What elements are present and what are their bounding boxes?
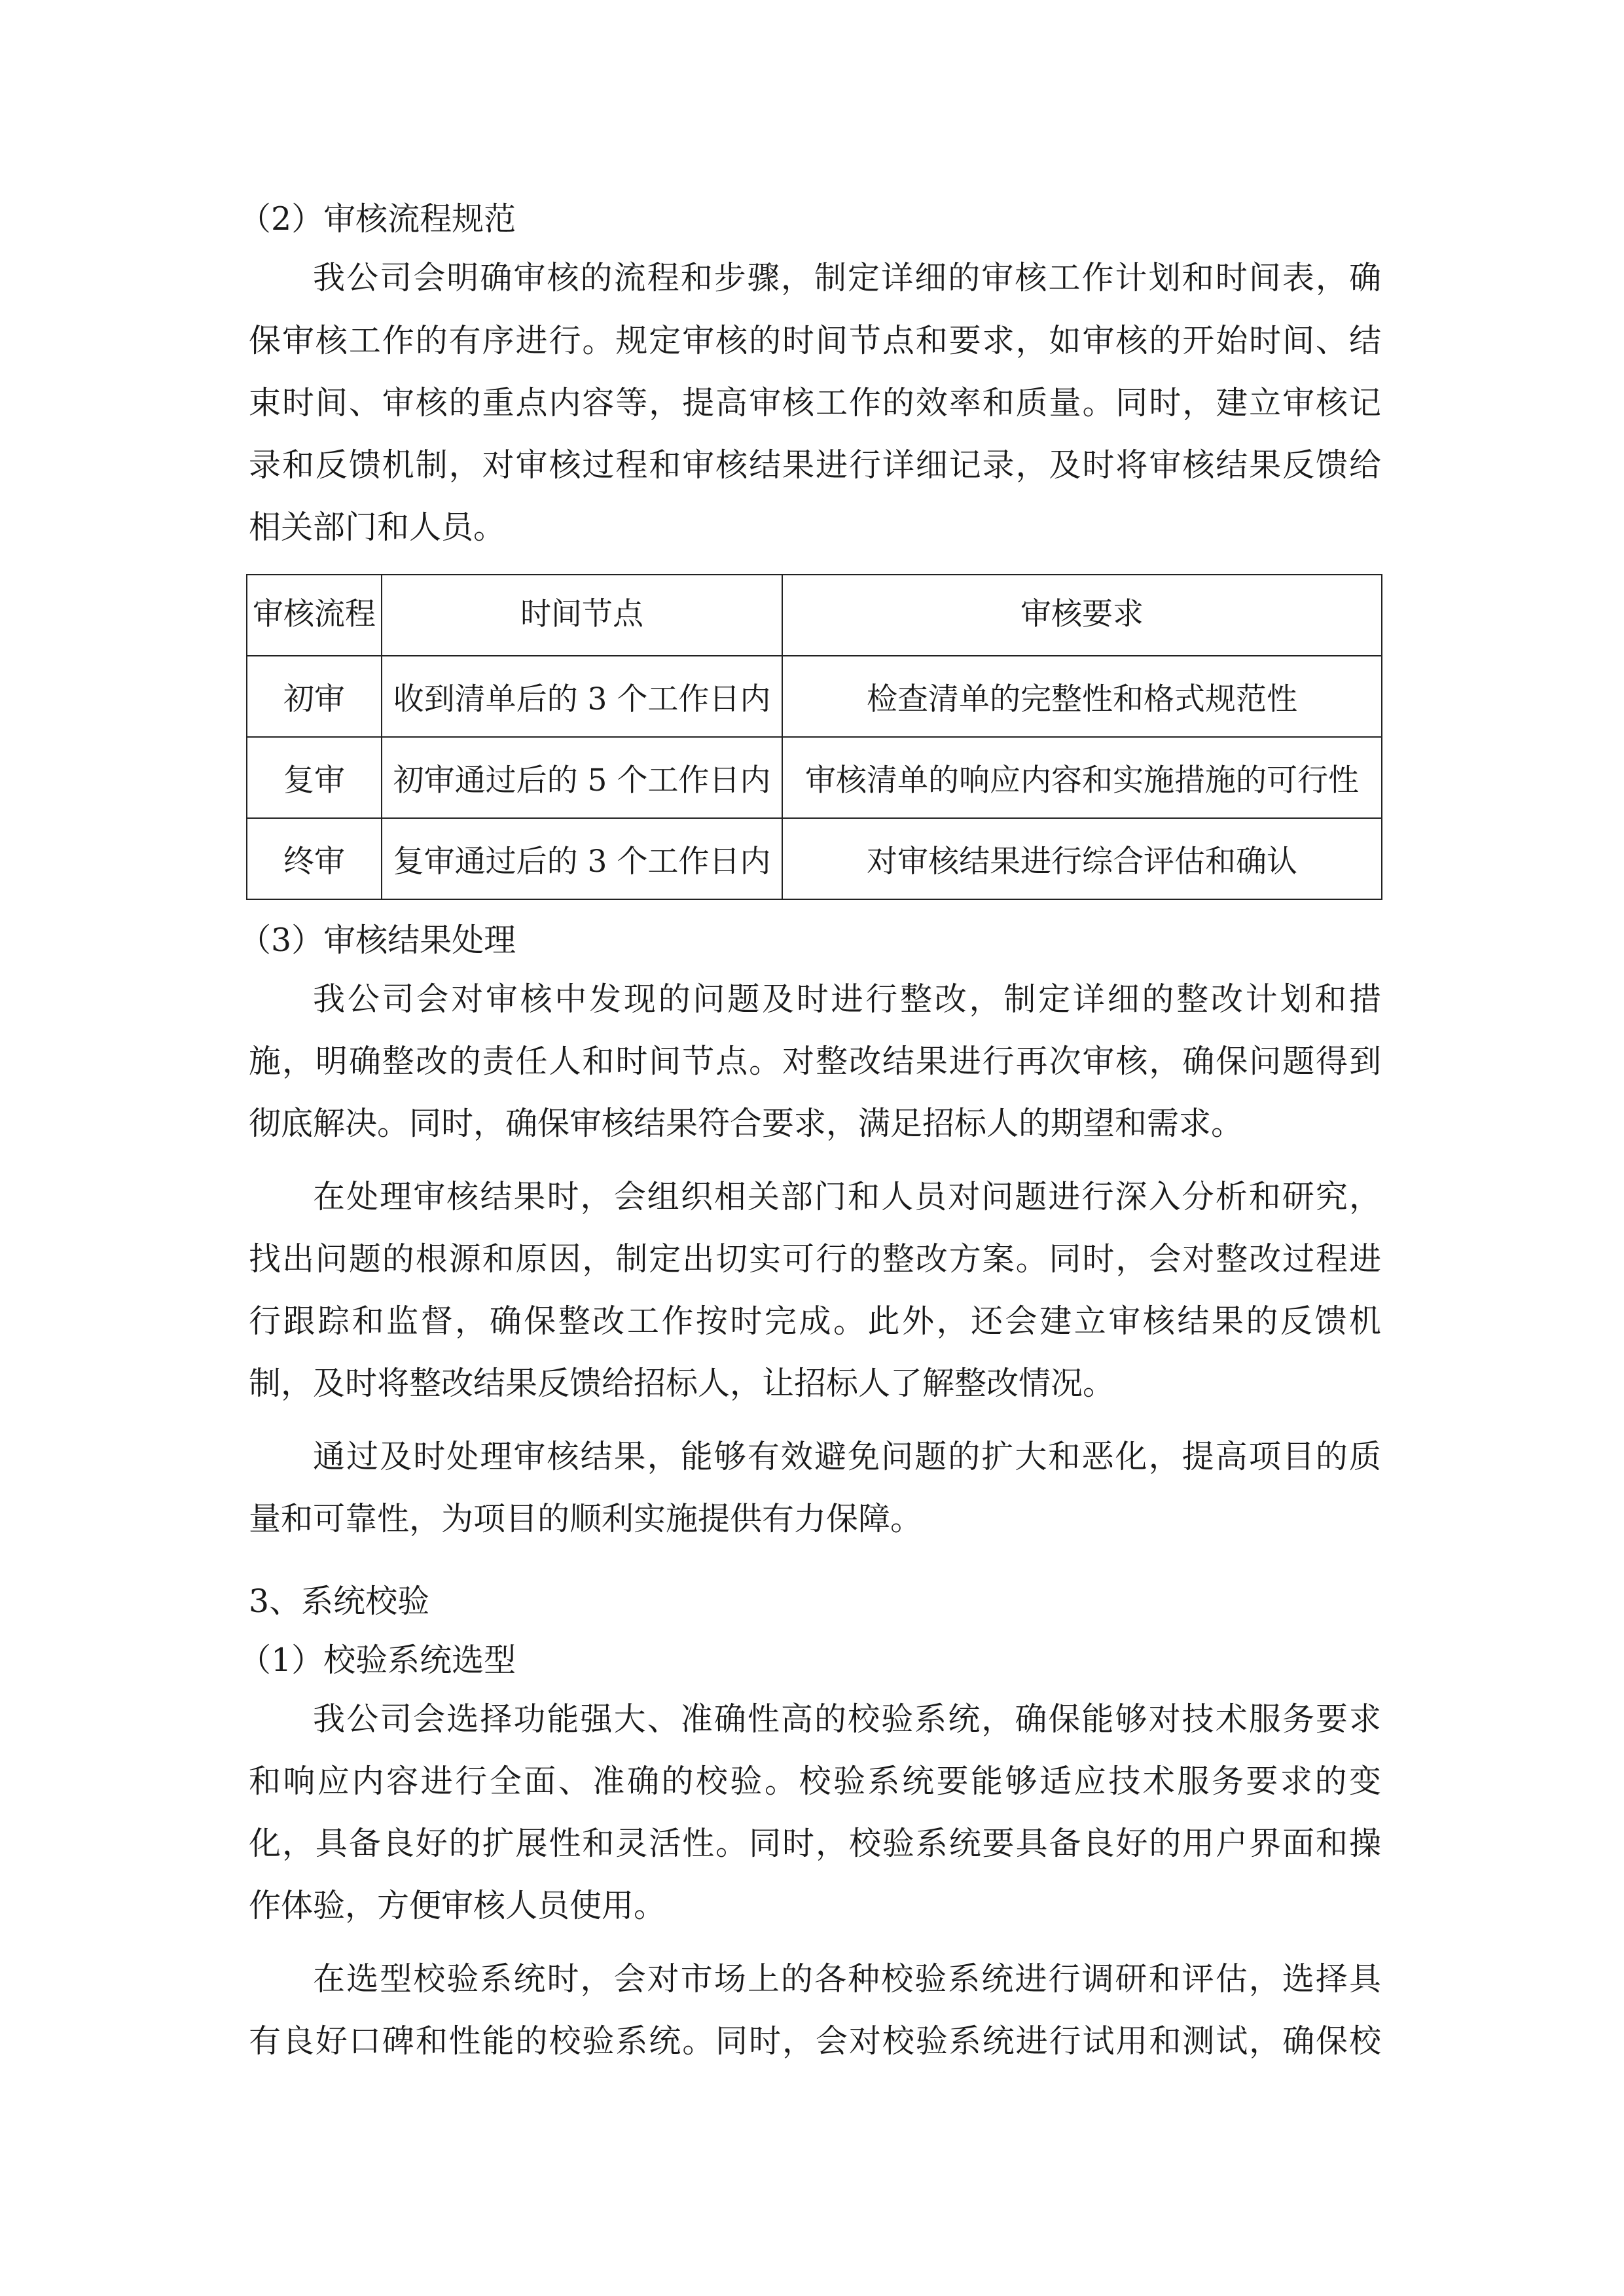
paragraph-line: 施，明确整改的责任人和时间节点。对整改结果进行再次审核，确保问题得到 [249, 1043, 1381, 1080]
review-process-table [246, 574, 1382, 900]
table-header-cell: 审核流程 [247, 575, 382, 656]
table-cell: 终审 [247, 818, 382, 899]
paragraph-line: 相关部门和人员。 [249, 509, 506, 546]
paragraph-line: 量和可靠性，为项目的顺利实施提供有力保障。 [249, 1500, 923, 1537]
subsection-heading: （1）校验系统选型 [239, 1641, 516, 1679]
table-cell: 对审核结果进行综合评估和确认 [782, 818, 1382, 899]
table-header-cell: 审核要求 [782, 575, 1382, 656]
section-heading: （3）审核结果处理 [239, 922, 516, 959]
table-row [247, 818, 1382, 899]
table-cell: 审核清单的响应内容和实施措施的可行性 [782, 737, 1382, 818]
paragraph-line: 化，具备良好的扩展性和灵活性。同时，校验系统要具备良好的用户界面和操 [249, 1825, 1381, 1862]
part-heading: 3、系统校验 [249, 1583, 430, 1620]
paragraph-line: 通过及时处理审核结果，能够有效避免问题的扩大和恶化，提高项目的质 [313, 1438, 1381, 1475]
table-header-row [247, 575, 1382, 656]
paragraph-line: 我公司会明确审核的流程和步骤，制定详细的审核工作计划和时间表，确 [313, 259, 1381, 296]
table-row [247, 656, 1382, 737]
paragraph-line: 我公司会选择功能强大、准确性高的校验系统，确保能够对技术服务要求 [313, 1700, 1381, 1738]
table-cell: 初审通过后的 5 个工作日内 [382, 737, 782, 818]
table-cell: 检查清单的完整性和格式规范性 [782, 656, 1382, 737]
paragraph-line: 行跟踪和监督，确保整改工作按时完成。此外，还会建立审核结果的反馈机 [249, 1302, 1381, 1340]
paragraph-line: 彻底解决。同时，确保审核结果符合要求，满足招标人的期望和需求。 [249, 1105, 1244, 1142]
table-cell: 初审 [247, 656, 382, 737]
paragraph-line: 我公司会对审核中发现的问题及时进行整改，制定详细的整改计划和措 [313, 980, 1381, 1018]
paragraph-line: 有良好口碑和性能的校验系统。同时，会对校验系统进行试用和测试，确保校 [249, 2022, 1381, 2060]
paragraph-line: 录和反馈机制，对审核过程和审核结果进行详细记录，及时将审核结果反馈给 [249, 446, 1381, 484]
section-heading: （2）审核流程规范 [239, 200, 516, 238]
table-cell: 复审通过后的 3 个工作日内 [382, 818, 782, 899]
paragraph-line: 保审核工作的有序进行。规定审核的时间节点和要求，如审核的开始时间、结 [249, 322, 1381, 359]
table-header-cell: 时间节点 [382, 575, 782, 656]
table-row [247, 737, 1382, 818]
paragraph-line: 制，及时将整改结果反馈给招标人，让招标人了解整改情况。 [249, 1365, 1115, 1402]
paragraph-line: 束时间、审核的重点内容等，提高审核工作的效率和质量。同时，建立审核记 [249, 384, 1381, 422]
table-cell: 复审 [247, 737, 382, 818]
paragraph-line: 在选型校验系统时，会对市场上的各种校验系统进行调研和评估，选择具 [313, 1960, 1381, 1998]
paragraph-line: 在处理审核结果时，会组织相关部门和人员对问题进行深入分析和研究， [313, 1178, 1381, 1215]
paragraph-line: 和响应内容进行全面、准确的校验。校验系统要能够适应技术服务要求的变 [249, 1763, 1381, 1800]
paragraph-line: 找出问题的根源和原因，制定出切实可行的整改方案。同时，会对整改过程进 [249, 1240, 1381, 1278]
paragraph-line: 作体验，方便审核人员使用。 [249, 1887, 666, 1924]
table-cell: 收到清单后的 3 个工作日内 [382, 656, 782, 737]
